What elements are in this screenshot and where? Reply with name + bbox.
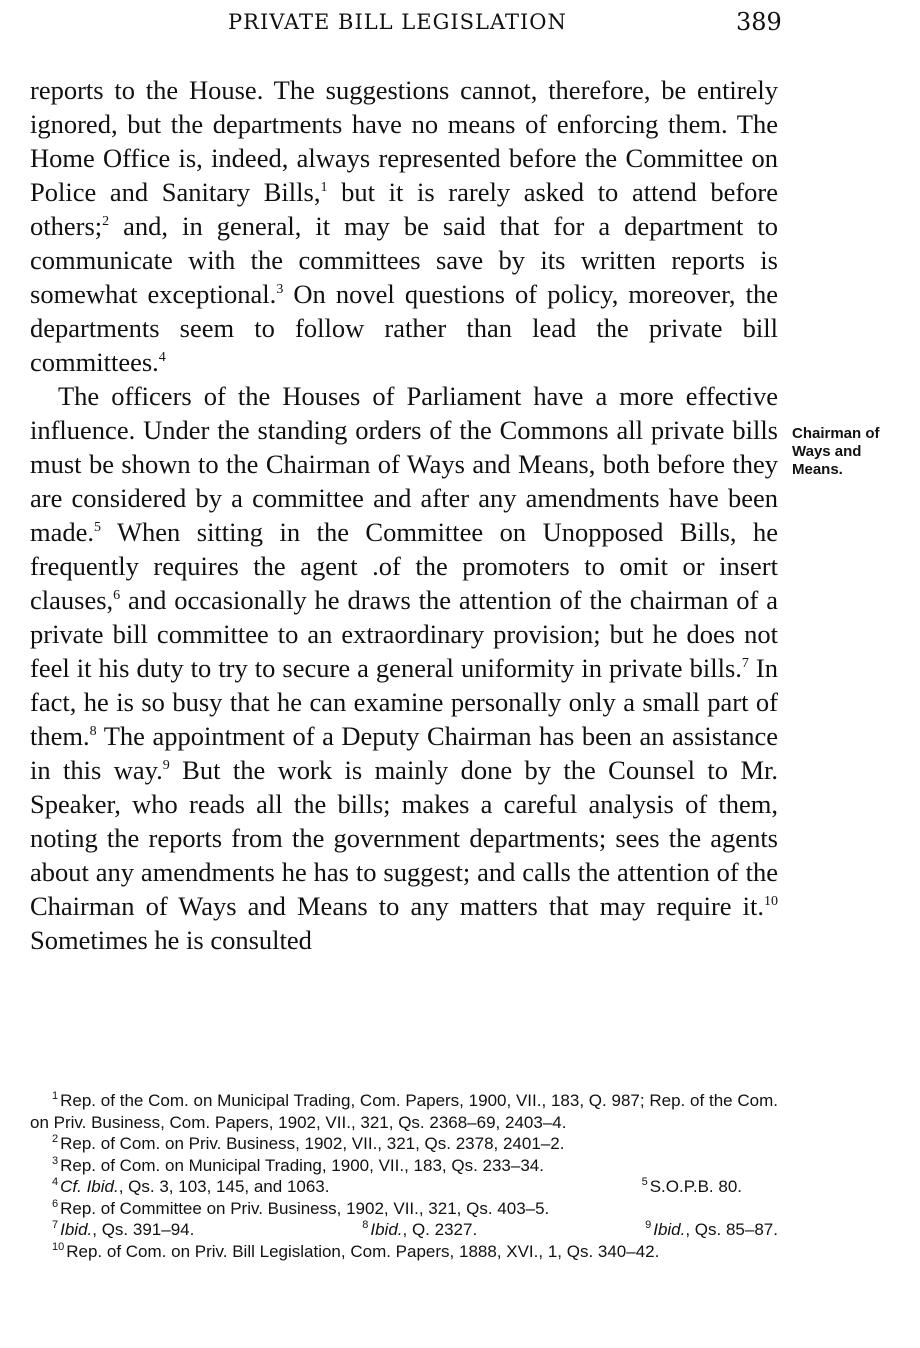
footnote: $^9$ Ibid., Qs. 85–87. [645, 1219, 778, 1239]
paragraph: reports to the House. The suggestions cannot, therefore, be entirely ignored, but the departments have no means of enforcing them. The Home Office is, indeed, always represented before the Committee on Police and Sanitary Bills,$^1$ but it is rarely asked to attend before others;$^2$ and, in general, it may be said that for a department to communicate with the committees save by its written reports is somewhat exceptional.$^3$ On novel questions of policy, moreover, the departments seem to follow rather than lead the private bill committees.$^4$ [30, 75, 779, 377]
footnotes [30, 1090, 778, 1262]
footnote: $^7$ Ibid., Qs. 391–94. [52, 1219, 195, 1239]
body-text [30, 73, 778, 957]
footnote-ref[interactable]: 5 [94, 520, 102, 536]
footnote: $^1$ Rep. of the Com. on Municipal Trading, Com. Papers, 1900, VII., 183, Q. 987; Rep. of the Com. on Priv. Business, Com. Papers, 1902, VII., 321, Qs. 2368–69, 2403–4. [30, 1090, 778, 1132]
footnote-ref[interactable]: 3 [276, 282, 284, 298]
running-title: PRIVATE BILL LEGISLATION [228, 10, 567, 34]
footnote: $^3$ Rep. of Com. on Municipal Trading, 1900, VII., 183, Qs. 233–34. [52, 1154, 544, 1175]
page-number: 389 [736, 8, 782, 36]
page-header [0, 10, 920, 44]
footnote-ref[interactable]: 4 [158, 350, 166, 366]
footnote-row [30, 1219, 778, 1241]
footnote-ref[interactable]: 9 [162, 758, 170, 774]
footnote: $^{10}$ Rep. of Com. on Priv. Bill Legislation, Com. Papers, 1888, XVI., 1, Qs. 340–42. [52, 1240, 660, 1261]
footnote-ref[interactable]: 6 [113, 588, 121, 604]
footnote-row [30, 1176, 778, 1198]
footnote: $^4$ Cf. Ibid., Qs. 3, 103, 145, and 1063. [52, 1176, 330, 1196]
footnote: $^8$ Ibid., Q. 2327. [362, 1219, 478, 1239]
footnote: $^6$ Rep. of Committee on Priv. Business, 1902, VII., 321, Qs. 403–5. [52, 1197, 550, 1218]
footnote-ref[interactable]: 7 [741, 656, 749, 672]
margin-note: Chairman of Ways and Means. [792, 425, 880, 478]
footnote-ref[interactable]: 2 [102, 214, 110, 230]
footnote: $^2$ Rep. of Com. on Priv. Business, 1902, VII., 321, Qs. 2378, 2401–2. [52, 1133, 565, 1153]
footnote: $^5$ S.O.P.B. 80. [641, 1176, 742, 1196]
footnote-ref[interactable]: 8 [89, 724, 97, 740]
footnote-ref[interactable]: 10 [764, 894, 778, 910]
paragraph: The officers of the Houses of Parliament have a more effective influence. Under the standing orders of the Commons all private bills must be shown to the Chairman of Ways and Means, both before they are considered by a committee and after any amendments have been made.$^5$ When sitting in the Committee on Unopposed Bills, he frequently requires the agent .of the promoters to omit or insert clauses,$^6$ and occasionally he draws the attention of the chairman of a private bill committee to an extraordinary provision; but he does not feel it his duty to try to secure a general uniformity in private bills.$^7$ In fact, he is so busy that he can examine personally only a small part of them.$^8$ The appointment of a Deputy Chairman has been an assistance in this way.$^9$ But the work is mainly done by the Counsel to Mr. Speaker, who reads all the bills; makes a careful analysis of them, noting the reports from the government departments; sees the agents about any amendments he has to suggest; and calls the attention of the Chairman of Ways and Means to any matters that may require it.$^{10}$ Sometimes he is consulted [30, 381, 779, 955]
footnote-ref[interactable]: 1 [320, 180, 328, 196]
